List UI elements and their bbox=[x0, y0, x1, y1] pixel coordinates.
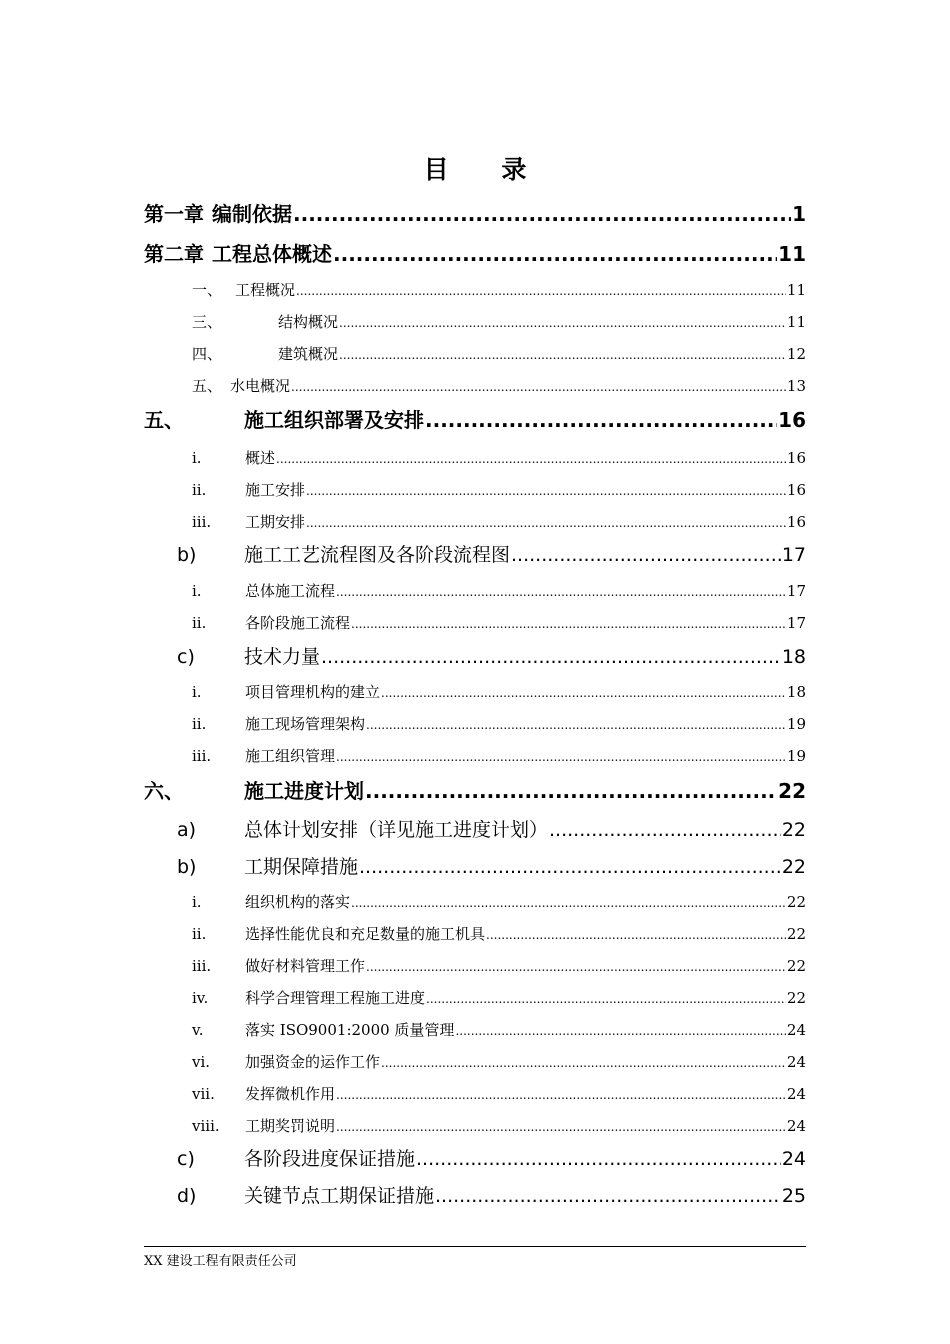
toc-entry[interactable] bbox=[192, 447, 806, 468]
toc-entry-number: b) bbox=[177, 544, 197, 566]
toc-entry-title: 工程总体概述 bbox=[212, 242, 332, 266]
toc-entry[interactable] bbox=[192, 375, 806, 396]
toc-entry-page-number: 17 bbox=[786, 582, 806, 600]
toc-entry[interactable] bbox=[192, 987, 806, 1008]
toc-entry-number: 五、 bbox=[192, 377, 223, 395]
toc-entry-title: 各阶段施工流程 bbox=[245, 614, 351, 632]
toc-entry-title: 选择性能优良和充足数量的施工机具 bbox=[245, 925, 486, 943]
toc-entry-number: 五、 bbox=[144, 408, 184, 432]
toc-dot-leader bbox=[351, 617, 786, 631]
toc-entry[interactable] bbox=[144, 775, 806, 804]
toc-entry-page-number: 1 bbox=[792, 202, 806, 226]
toc-entry-page-number: 24 bbox=[786, 1021, 806, 1039]
toc-entry-number: i. bbox=[192, 582, 202, 600]
toc-entry-page-number: 18 bbox=[781, 646, 806, 668]
toc-dot-leader bbox=[306, 484, 786, 498]
toc-entry-number: i. bbox=[192, 449, 202, 467]
toc-entry[interactable] bbox=[192, 923, 806, 944]
toc-entry-page-number: 22 bbox=[781, 819, 806, 841]
toc-dot-leader bbox=[339, 348, 786, 362]
toc-entry-number: iii. bbox=[192, 957, 212, 975]
toc-entry-title: 加强资金的运作工作 bbox=[245, 1053, 381, 1071]
toc-entry-page-number: 22 bbox=[786, 957, 806, 975]
toc-entry-number: 四、 bbox=[192, 345, 223, 363]
toc-entry-page-number: 24 bbox=[786, 1085, 806, 1103]
toc-entry-page-number: 11 bbox=[786, 281, 806, 299]
toc-entry-title: 建筑概况 bbox=[278, 345, 339, 363]
toc-dot-leader bbox=[416, 1148, 781, 1170]
toc-entry-number: ii. bbox=[192, 481, 207, 499]
toc-entry-title: 关键节点工期保证措施 bbox=[244, 1185, 435, 1207]
toc-entry[interactable] bbox=[192, 279, 806, 300]
toc-dot-leader bbox=[336, 1088, 786, 1102]
toc-entry[interactable] bbox=[177, 852, 806, 879]
toc-entry[interactable] bbox=[192, 580, 806, 601]
toc-entry-page-number: 19 bbox=[786, 715, 806, 733]
toc-entry-title: 做好材料管理工作 bbox=[245, 957, 366, 975]
toc-entry-title: 施工现场管理架构 bbox=[245, 715, 366, 733]
toc-entry-page-number: 12 bbox=[786, 345, 806, 363]
toc-entry-title: 施工组织部署及安排 bbox=[244, 408, 424, 432]
toc-entry-page-number: 22 bbox=[781, 856, 806, 878]
toc-entry-page-number: 18 bbox=[786, 683, 806, 701]
toc-entry[interactable] bbox=[192, 891, 806, 912]
toc-entry-number: i. bbox=[192, 893, 202, 911]
toc-entry-page-number: 11 bbox=[778, 242, 806, 266]
toc-entry-title: 项目管理机构的建立 bbox=[245, 683, 381, 701]
footer-divider bbox=[144, 1246, 806, 1247]
toc-entry-title: 组织机构的落实 bbox=[245, 893, 351, 911]
toc-entry-title: 各阶段进度保证措施 bbox=[244, 1148, 416, 1170]
toc-entry[interactable] bbox=[177, 1181, 806, 1208]
toc-dot-leader bbox=[359, 856, 781, 878]
toc-entry-number: 六、 bbox=[144, 779, 184, 803]
toc-entry-number: b) bbox=[177, 856, 197, 878]
toc-entry-number: c) bbox=[177, 1148, 195, 1170]
toc-entry-page-number: 24 bbox=[781, 1148, 806, 1170]
toc-entry-page-number: 13 bbox=[786, 377, 806, 395]
toc-dot-leader bbox=[511, 544, 781, 566]
toc-dot-leader bbox=[276, 452, 786, 466]
toc-entry[interactable] bbox=[192, 612, 806, 633]
toc-entry-number: vii. bbox=[192, 1085, 215, 1103]
toc-entry[interactable] bbox=[144, 198, 806, 227]
toc-entry-number: 三、 bbox=[192, 313, 223, 331]
toc-dot-leader bbox=[366, 960, 786, 974]
toc-entry-page-number: 11 bbox=[786, 313, 806, 331]
toc-entry[interactable] bbox=[192, 955, 806, 976]
toc-dot-leader bbox=[351, 896, 786, 910]
toc-entry-page-number: 25 bbox=[781, 1185, 806, 1207]
toc-entry-number: ii. bbox=[192, 614, 207, 632]
toc-entry[interactable] bbox=[192, 1083, 806, 1104]
toc-dot-leader bbox=[435, 1185, 781, 1207]
toc-dot-leader bbox=[486, 928, 786, 942]
toc-dot-leader bbox=[306, 516, 786, 530]
toc-entry[interactable] bbox=[192, 511, 806, 532]
toc-entry-page-number: 22 bbox=[786, 925, 806, 943]
toc-dot-leader bbox=[339, 316, 786, 330]
toc-entry[interactable] bbox=[177, 1144, 806, 1171]
toc-entry-title: 工期保障措施 bbox=[244, 856, 359, 878]
toc-entry-number: c) bbox=[177, 646, 195, 668]
toc-entry-number: 第二章 bbox=[144, 242, 204, 266]
toc-entry[interactable] bbox=[192, 311, 806, 332]
toc-entry-number: iv. bbox=[192, 989, 209, 1007]
toc-entry[interactable] bbox=[144, 238, 806, 267]
toc-dot-leader bbox=[296, 284, 786, 298]
toc-entry-number: vi. bbox=[192, 1053, 211, 1071]
toc-dot-leader bbox=[455, 1024, 785, 1038]
toc-entry-number: 第一章 bbox=[144, 202, 204, 226]
toc-entry[interactable] bbox=[192, 1019, 806, 1040]
toc-dot-leader bbox=[549, 819, 781, 841]
toc-entry-number: ii. bbox=[192, 925, 207, 943]
toc-entry-number: iii. bbox=[192, 747, 212, 765]
toc-entry-page-number: 17 bbox=[781, 544, 806, 566]
toc-entry-title: 发挥微机作用 bbox=[245, 1085, 336, 1103]
toc-entry-page-number: 24 bbox=[786, 1117, 806, 1135]
toc-dot-leader bbox=[365, 779, 777, 803]
toc-entry-page-number: 16 bbox=[778, 408, 806, 432]
toc-entry-title: 落实 ISO9001:2000 质量管理 bbox=[245, 1021, 455, 1039]
toc-entry-title: 编制依据 bbox=[212, 202, 292, 226]
toc-entry-title: 工程概况 bbox=[235, 281, 296, 299]
toc-entry-number: ii. bbox=[192, 715, 207, 733]
toc-entry-title: 施工组织管理 bbox=[245, 747, 336, 765]
toc-entry-number: v. bbox=[192, 1021, 204, 1039]
toc-entry[interactable] bbox=[192, 1115, 806, 1136]
toc-entry-number: 一、 bbox=[192, 281, 223, 299]
toc-entry-title: 总体计划安排（详见施工进度计划） bbox=[244, 819, 549, 841]
toc-entry-title: 总体施工流程 bbox=[245, 582, 336, 600]
toc-dot-leader bbox=[321, 646, 781, 668]
toc-entry-page-number: 22 bbox=[786, 893, 806, 911]
toc-dot-leader bbox=[291, 380, 786, 394]
toc-entry-number: iii. bbox=[192, 513, 212, 531]
toc-entry[interactable] bbox=[192, 745, 806, 766]
toc-dot-leader bbox=[333, 242, 777, 266]
toc-entry[interactable] bbox=[177, 815, 806, 842]
toc-dot-leader bbox=[293, 202, 791, 226]
toc-entry[interactable] bbox=[192, 343, 806, 364]
toc-entry-title: 施工进度计划 bbox=[244, 779, 364, 803]
toc-entry[interactable] bbox=[177, 540, 806, 567]
toc-entry-title: 技术力量 bbox=[244, 646, 321, 668]
toc-entry-title: 概述 bbox=[245, 449, 276, 467]
toc-entry[interactable] bbox=[177, 642, 806, 669]
toc-entry-number: viii. bbox=[192, 1117, 220, 1135]
toc-dot-leader bbox=[336, 750, 786, 764]
page-title: 目 录 bbox=[423, 155, 549, 184]
toc-entry-page-number: 17 bbox=[786, 614, 806, 632]
toc-entry-title: 施工工艺流程图及各阶段流程图 bbox=[244, 544, 511, 566]
toc-entry-page-number: 16 bbox=[786, 449, 806, 467]
toc-dot-leader bbox=[381, 686, 786, 700]
toc-entry-page-number: 16 bbox=[786, 513, 806, 531]
toc-entry-title: 工期安排 bbox=[245, 513, 306, 531]
footer-company-name: XX 建设工程有限责任公司 bbox=[144, 1254, 297, 1269]
toc-entry[interactable] bbox=[192, 681, 806, 702]
toc-entry-title: 科学合理管理工程施工进度 bbox=[245, 989, 426, 1007]
toc-entry[interactable] bbox=[192, 713, 806, 734]
toc-entry-page-number: 22 bbox=[786, 989, 806, 1007]
toc-dot-leader bbox=[425, 408, 777, 432]
toc-entry-page-number: 22 bbox=[778, 779, 806, 803]
toc-entry-number: i. bbox=[192, 683, 202, 701]
toc-entry-title: 结构概况 bbox=[278, 313, 339, 331]
toc-entry-number: a) bbox=[177, 819, 197, 841]
toc-dot-leader bbox=[381, 1056, 786, 1070]
toc-dot-leader bbox=[366, 718, 786, 732]
toc-entry-title: 施工安排 bbox=[245, 481, 306, 499]
toc-entry-page-number: 19 bbox=[786, 747, 806, 765]
toc-dot-leader bbox=[336, 585, 786, 599]
toc-entry[interactable] bbox=[144, 404, 806, 433]
toc-dot-leader bbox=[426, 992, 786, 1006]
toc-entry-title: 工期奖罚说明 bbox=[245, 1117, 336, 1135]
toc-entry-number: d) bbox=[177, 1185, 197, 1207]
toc-entry-title: 水电概况 bbox=[230, 377, 291, 395]
toc-entry-page-number: 16 bbox=[786, 481, 806, 499]
toc-entry[interactable] bbox=[192, 479, 806, 500]
toc-entry[interactable] bbox=[192, 1051, 806, 1072]
toc-dot-leader bbox=[336, 1120, 786, 1134]
toc-entry-page-number: 24 bbox=[786, 1053, 806, 1071]
